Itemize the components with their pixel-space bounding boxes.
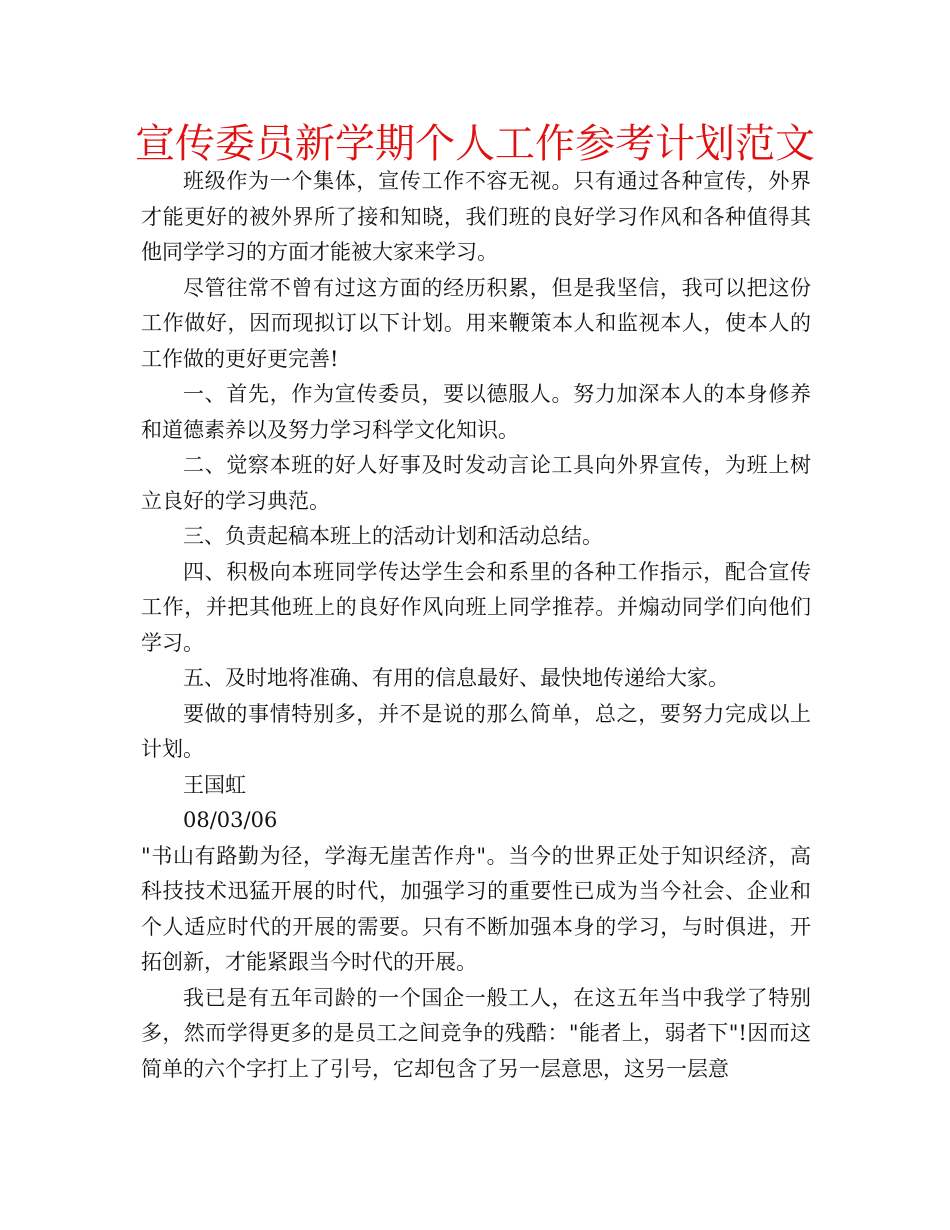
- document-body: [141, 164, 811, 1087]
- author-signature: 王国虹: [183, 772, 246, 797]
- plan-item-3: 三、负责起稿本班上的活动计划和活动总结。: [183, 524, 603, 548]
- plan-item-2: 二、觉察本班的好人好事及时发动言论工具向外界宣传，为班上树立良好的学习典范。: [141, 453, 811, 513]
- paragraph-study-quote: "书山有路勤为径，学海无崖苦作舟"。当今的世界正处于知识经济，高科技技术迅猛开展的时代，加强学习的重要性已成为当今社会、企业和个人适应时代的开展的需要。只有不断加强本身的学习，与时俱进，开拓创新，才能紧跟当今时代的开展。: [141, 843, 811, 974]
- paragraph-intro: 班级作为一个集体，宣传工作不容无视。只有通过各种宣传，外界才能更好的被外界所了接和知晓，我们班的良好学习作风和各种值得其他同学学习的方面才能被大家来学习。: [141, 169, 811, 264]
- document-title: 宣传委员新学期个人工作参考计划范文: [135, 121, 815, 167]
- plan-item-4: 四、积极向本班同学传达学生会和系里的各种工作指示，配合宣传工作，并把其他班上的良好作风向班上同学推荐。并煽动同学们向他们学习。: [141, 559, 811, 655]
- plan-item-1: 一、首先，作为宣传委员，要以德服人。努力加深本人的本身修养和道德素养以及努力学习科学文化知识。: [141, 382, 811, 442]
- paragraph-experience: 我已是有五年司龄的一个国企一般工人，在这五年当中我学了特别多，然而学得更多的是员工之间竞争的残酷："能者上，弱者下"!因而这简单的六个字打上了引号，它却包含了另一层意思，这另一层意: [141, 985, 811, 1081]
- document-date: 08/03/06: [183, 808, 278, 832]
- plan-item-5: 五、及时地将准确、有用的信息最好、最快地传递给大家。: [183, 666, 729, 690]
- paragraph-conclusion: 要做的事情特别多，并不是说的那么简单，总之，要努力完成以上计划。: [141, 701, 811, 761]
- paragraph-commitment: 尽管往常不曾有过这方面的经历积累，但是我坚信，我可以把这份工作做好，因而现拟订以下计划。用来鞭策本人和监视本人，使本人的工作做的更好更完善!: [141, 275, 811, 371]
